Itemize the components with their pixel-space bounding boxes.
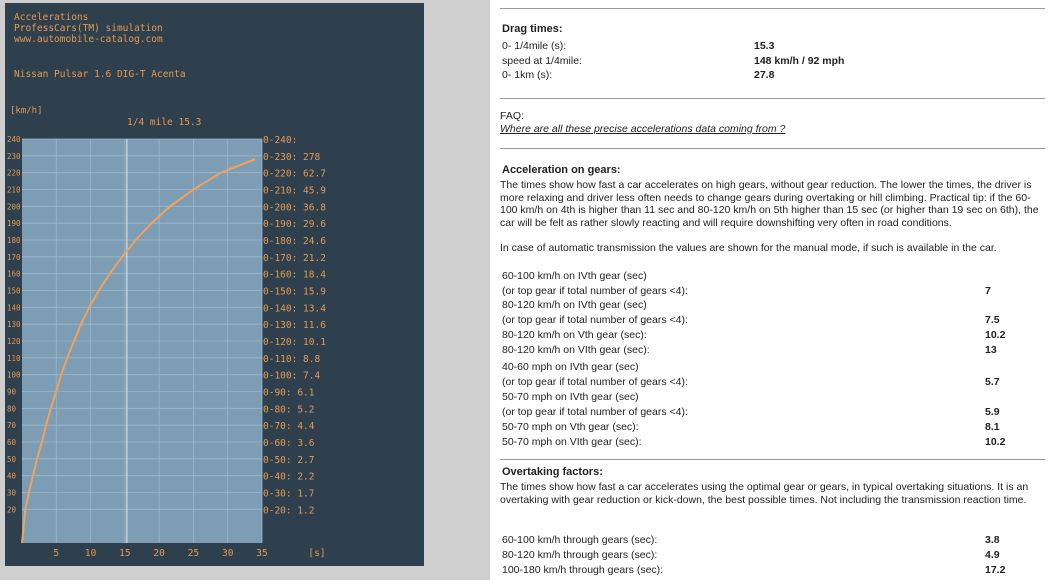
x-tick-label: 5 — [53, 548, 60, 559]
y-axis-unit: [km/h] — [10, 106, 43, 116]
row-value: 27.8 — [754, 69, 775, 81]
row-label: (or top gear if total number of gears <4): — [502, 376, 688, 388]
table-row — [502, 549, 1043, 561]
quarter-mile-label: 1/4 mile 15.3 — [127, 117, 202, 128]
car-name: Nissan Pulsar 1.6 DIG-T Acenta — [14, 69, 186, 80]
interval-label: 0-230: 278 — [263, 151, 321, 163]
row-value: 4.9 — [985, 549, 1000, 561]
row-label: 80-120 km/h on Vth gear (sec): — [502, 329, 647, 341]
x-tick-label: 35 — [256, 548, 268, 559]
faq-link[interactable]: Where are all these precise accelerations data coming from ? — [500, 123, 786, 135]
row-label: 50-70 mph on Vth gear (sec): — [502, 421, 639, 433]
chart-header-line-3: www.automobile-catalog.com — [14, 34, 163, 45]
y-tick-label: 100 — [7, 370, 21, 380]
row-label: 100-180 km/h through gears (sec): — [502, 564, 664, 576]
row-label: 60-100 km/h on IVth gear (sec) — [502, 270, 647, 282]
table-row — [502, 40, 1043, 52]
table-row — [502, 69, 1043, 81]
x-tick-label: 15 — [119, 548, 131, 559]
table-row — [502, 361, 1043, 373]
table-row — [502, 406, 1043, 418]
row-label: (or top gear if total number of gears <4): — [502, 314, 688, 326]
y-tick-label: 200 — [7, 202, 21, 212]
y-tick-label: 30 — [7, 488, 17, 498]
row-label: 40-60 mph on IVth gear (sec) — [502, 361, 639, 373]
table-row — [502, 285, 1043, 297]
chart-header-line-2: ProfessCars(TM) simulation — [14, 23, 163, 34]
row-label: (or top gear if total number of gears <4): — [502, 285, 688, 297]
interval-label: 0-200: 36.8 — [263, 202, 326, 214]
table-row — [502, 534, 1043, 546]
drag-times-title: Drag times: — [502, 23, 563, 35]
y-tick-label: 230 — [7, 151, 21, 161]
interval-label: 0-40: 2.2 — [263, 471, 315, 483]
y-tick-label: 50 — [7, 454, 17, 464]
acceleration-chart-panel — [5, 3, 424, 566]
interval-label: 0-170: 21.2 — [263, 252, 326, 264]
y-tick-label: 210 — [7, 185, 21, 195]
interval-label: 0-90: 6.1 — [263, 387, 315, 399]
chart-header-line-1: Accelerations — [14, 12, 89, 23]
table-row — [502, 376, 1043, 388]
table-row — [502, 436, 1043, 448]
y-tick-label: 220 — [7, 168, 21, 178]
y-tick-label: 140 — [7, 303, 21, 313]
table-row — [502, 421, 1043, 433]
y-tick-label: 120 — [7, 337, 21, 346]
y-tick-label: 170 — [7, 252, 21, 262]
row-label: (or top gear if total number of gears <4): — [502, 406, 688, 418]
acceleration-chart — [5, 3, 424, 566]
divider — [500, 459, 1045, 460]
row-value: 17.2 — [985, 564, 1006, 576]
overtaking-factors-description: The times show how fast a car accelerates using the optimal gear or gears, in typical overtaking situations. It is an overtaking with gear reduction or kick-down, the best possible times. Not including the transmission reaction time. — [500, 481, 1029, 506]
row-label: 80-120 km/h on IVth gear (sec) — [502, 299, 647, 311]
y-tick-label: 130 — [7, 320, 21, 330]
row-value: 7.5 — [985, 314, 1000, 326]
x-tick-label: 10 — [84, 548, 97, 559]
acceleration-on-gears-note: In case of automatic transmission the values are shown for the manual mode, if such is available in the car. — [500, 242, 997, 254]
y-tick-label: 60 — [7, 438, 17, 447]
y-tick-label: 20 — [7, 505, 17, 515]
table-row — [502, 55, 1043, 67]
row-value: 15.3 — [754, 40, 775, 52]
table-row — [502, 270, 1043, 282]
table-row — [502, 314, 1043, 326]
interval-label: 0-130: 11.6 — [263, 320, 326, 332]
overtaking-factors-title: Overtaking factors: — [502, 466, 603, 478]
interval-label: 0-30: 1.7 — [263, 488, 315, 500]
row-value: 8.1 — [985, 421, 1000, 433]
y-tick-label: 80 — [7, 404, 17, 414]
y-tick-label: 40 — [7, 471, 17, 481]
row-value: 13 — [985, 344, 997, 356]
row-value: 3.8 — [985, 534, 1000, 546]
divider — [500, 8, 1045, 9]
x-tick-label: 20 — [153, 548, 165, 559]
acceleration-on-gears-description: The times show how fast a car accelerates on high gears, without gear reduction. The lower the times, the driver is more relaxing and driver less often needs to change gears during overtaking or hill climbing. Practical tip: if the 60-100 km/h on 4th is higher than 11 sec and 80-120 km/h on 5th higher than 15 sec (or higher than 19 sec on 6th), the car will be felt as rather slowly reacting and will require downshifting very often in road conditions. — [500, 179, 1039, 229]
x-tick-label: 25 — [187, 548, 200, 559]
interval-label: 0-120: 10.1 — [263, 337, 326, 348]
interval-label: 0-210: 45.9 — [263, 185, 326, 197]
row-label: 80-120 km/h through gears (sec): — [502, 549, 658, 561]
row-label: speed at 1/4mile: — [502, 55, 582, 67]
table-row — [502, 329, 1043, 341]
row-label: 50-70 mph on VIth gear (sec): — [502, 436, 642, 448]
row-label: 0- 1/4mile (s): — [502, 40, 567, 52]
table-row — [502, 391, 1043, 403]
y-tick-label: 150 — [7, 286, 21, 296]
interval-label: 0-100: 7.4 — [263, 370, 321, 382]
interval-label: 0-160: 18.4 — [263, 269, 326, 281]
interval-label: 0-150: 15.9 — [263, 286, 326, 298]
interval-label: 0-180: 24.6 — [263, 236, 326, 247]
row-label: 0- 1km (s): — [502, 69, 553, 81]
interval-label: 0-70: 4.4 — [263, 421, 315, 433]
divider — [500, 98, 1045, 99]
row-value: 5.9 — [985, 406, 1000, 418]
table-row — [502, 299, 1043, 311]
row-label: 80-120 km/h on VIth gear (sec): — [502, 344, 650, 356]
interval-label: 0-190: 29.6 — [263, 219, 326, 231]
interval-label: 0-50: 2.7 — [263, 454, 315, 466]
interval-label: 0-140: 13.4 — [263, 303, 326, 315]
y-tick-label: 70 — [7, 421, 17, 431]
interval-label: 0-240: — [263, 135, 298, 146]
row-value: 148 km/h / 92 mph — [754, 55, 845, 67]
x-axis-unit: [s] — [308, 548, 326, 559]
table-row — [502, 564, 1043, 576]
table-row — [502, 344, 1043, 356]
row-label: 60-100 km/h through gears (sec): — [502, 534, 658, 546]
interval-label: 0-110: 8.8 — [263, 353, 321, 365]
row-label: 50-70 mph on IVth gear (sec) — [502, 391, 639, 403]
row-value: 10.2 — [985, 436, 1006, 448]
acceleration-on-gears-title: Acceleration on gears: — [502, 164, 621, 176]
acceleration-data-panel — [490, 0, 1055, 580]
y-tick-label: 90 — [7, 387, 17, 397]
y-tick-label: 190 — [7, 219, 21, 229]
row-value: 5.7 — [985, 376, 1000, 388]
row-value: 7 — [985, 285, 991, 297]
interval-label: 0-220: 62.7 — [263, 168, 326, 180]
interval-label: 0-20: 1.2 — [263, 505, 315, 517]
y-tick-label: 240 — [7, 135, 21, 144]
interval-label: 0-60: 3.6 — [263, 438, 315, 449]
divider — [500, 148, 1045, 149]
x-tick-label: 30 — [221, 548, 234, 559]
y-tick-label: 110 — [7, 353, 21, 363]
y-tick-label: 160 — [7, 269, 21, 279]
row-value: 10.2 — [985, 329, 1006, 341]
y-tick-label: 180 — [7, 236, 21, 245]
interval-label: 0-80: 5.2 — [263, 404, 315, 416]
faq-label: FAQ: — [500, 110, 524, 122]
